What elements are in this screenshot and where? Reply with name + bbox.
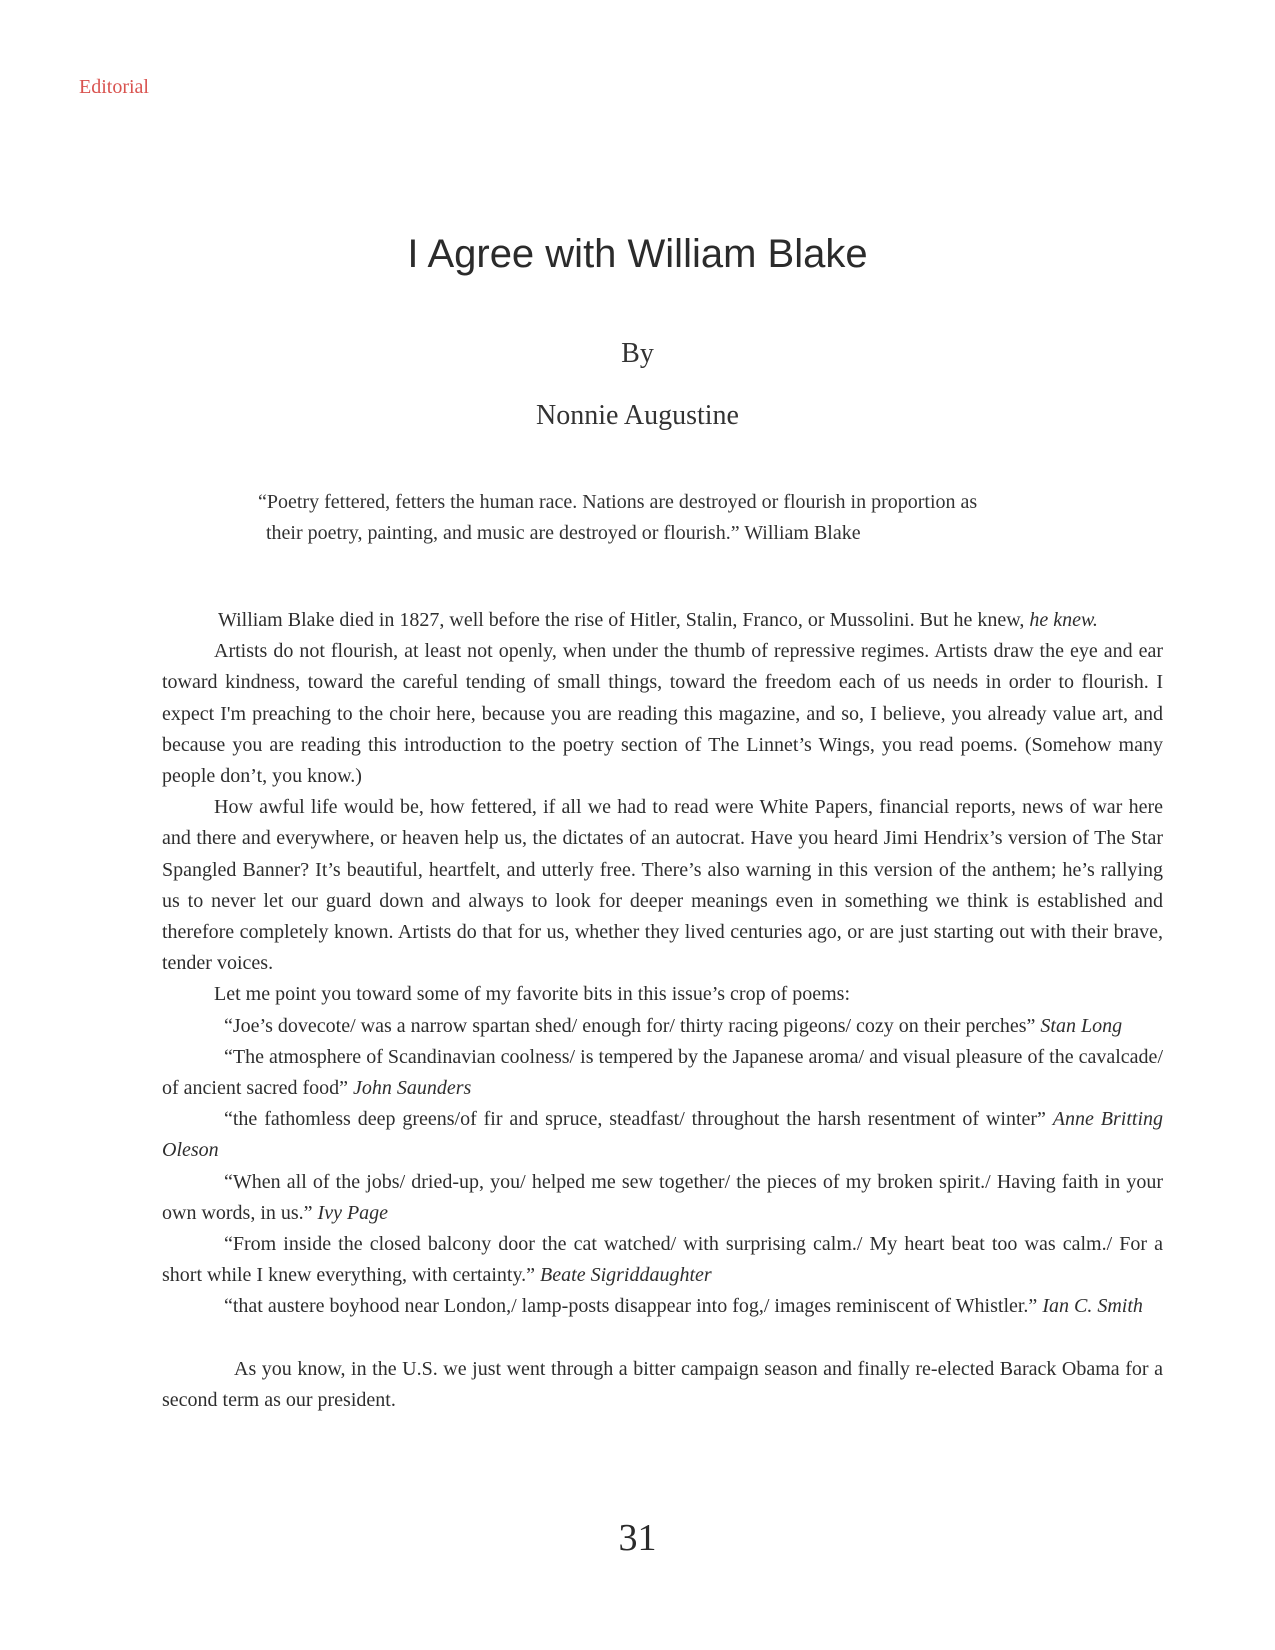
quote-author: Beate Sigriddaughter <box>540 1264 712 1287</box>
poem-quote <box>162 1104 1163 1166</box>
paragraph-1 <box>162 605 1163 636</box>
page-number: 31 <box>618 1517 657 1559</box>
paragraph-1-text: William Blake died in 1827, well before the rise of Hitler, Stalin, Franco, or Mussolini. But he knew, <box>218 609 1030 631</box>
quote-author: Anne Britting Oleson <box>162 1108 1163 1162</box>
article-title: I Agree with William Blake <box>407 232 868 276</box>
paragraph-last: As you know, in the U.S. we just went through a bitter campaign season and finally re-elected Barack Obama for a second term as our president. <box>162 1357 1163 1411</box>
quote-text: “When all of the jobs/ dried-up, you/ helped me sew together/ the pieces of my broken spirit./ Having faith in your own words, in us.” <box>162 1170 1163 1224</box>
author-name: Nonnie Augustine <box>536 400 739 431</box>
section-label: Editorial <box>79 76 149 98</box>
paragraph-3: How awful life would be, how fettered, if all we had to read were White Papers, financial reports, news of war here and there and everywhere, or heaven help us, the dictates of an autocrat. Have you heard Jimi Hendrix’s version of The Star Spangled Banner? It’s beautiful, heartfelt, and utterly free. There’s also warning in this version of the anthem; he’s rallying us to never let our guard down and always to look for deeper meanings even in something we think is established and therefore completely known. Artists do that for us, whether they lived centuries ago, or are just starting out with their brave, tender voices. <box>162 796 1163 975</box>
quote-text: “the fathomless deep greens/of fir and spruce, steadfast/ throughout the harsh resentment of winter” <box>224 1108 1053 1131</box>
quote-author: Ivy Page <box>317 1201 389 1224</box>
poem-quote <box>162 1291 1163 1322</box>
quote-author: John Saunders <box>353 1077 472 1100</box>
poem-quote <box>162 1229 1163 1291</box>
quote-text: “Joe’s dovecote/ was a narrow spartan shed/ enough for/ thirty racing pigeons/ cozy on their perches” <box>224 1014 1041 1037</box>
epigraph-line-1: “Poetry fettered, fetters the human race. Nations are destroyed or flourish in proportion as <box>258 491 978 513</box>
article-body <box>162 605 1163 1416</box>
byline-by: By <box>621 338 654 369</box>
paragraph-1-emphasis: he knew. <box>1029 609 1098 631</box>
epigraph <box>258 487 1078 549</box>
quote-text: “From inside the closed balcony door the cat watched/ with surprising calm./ My heart beat too was calm./ For a short while I knew everything, with certainty.” <box>162 1233 1163 1287</box>
paragraph-2: Artists do not flourish, at least not openly, when under the thumb of repressive regimes. Artists draw the eye and ear toward kindness, toward the careful tending of small things, toward the freedom each of us needs in order to flourish. I expect I'm preaching to the choir here, because you are reading this magazine, and so, I believe, you already value art, and because you are reading this introduction to the poetry section of The Linnet’s Wings, you read poems. (Somehow many people don’t, you know.) <box>162 640 1163 788</box>
quote-author: Stan Long <box>1040 1014 1123 1037</box>
poem-quote <box>162 1167 1163 1229</box>
paragraph-4: Let me point you toward some of my favorite bits in this issue’s crop of poems: <box>214 983 851 1006</box>
quote-author: Ian C. Smith <box>1042 1295 1143 1318</box>
poem-quote <box>162 1042 1163 1104</box>
epigraph-line-2: their poetry, painting, and music are destroyed or flourish.” William Blake <box>266 522 861 544</box>
quote-text: “The atmosphere of Scandinavian coolness/ is tempered by the Japanese aroma/ and visual pleasure of the cavalcade/ of ancient sacred food” <box>162 1045 1163 1100</box>
quote-text: “that austere boyhood near London,/ lamp-posts disappear into fog,/ images reminiscent of Whistler.” <box>224 1295 1043 1318</box>
poem-quote <box>162 1011 1163 1042</box>
